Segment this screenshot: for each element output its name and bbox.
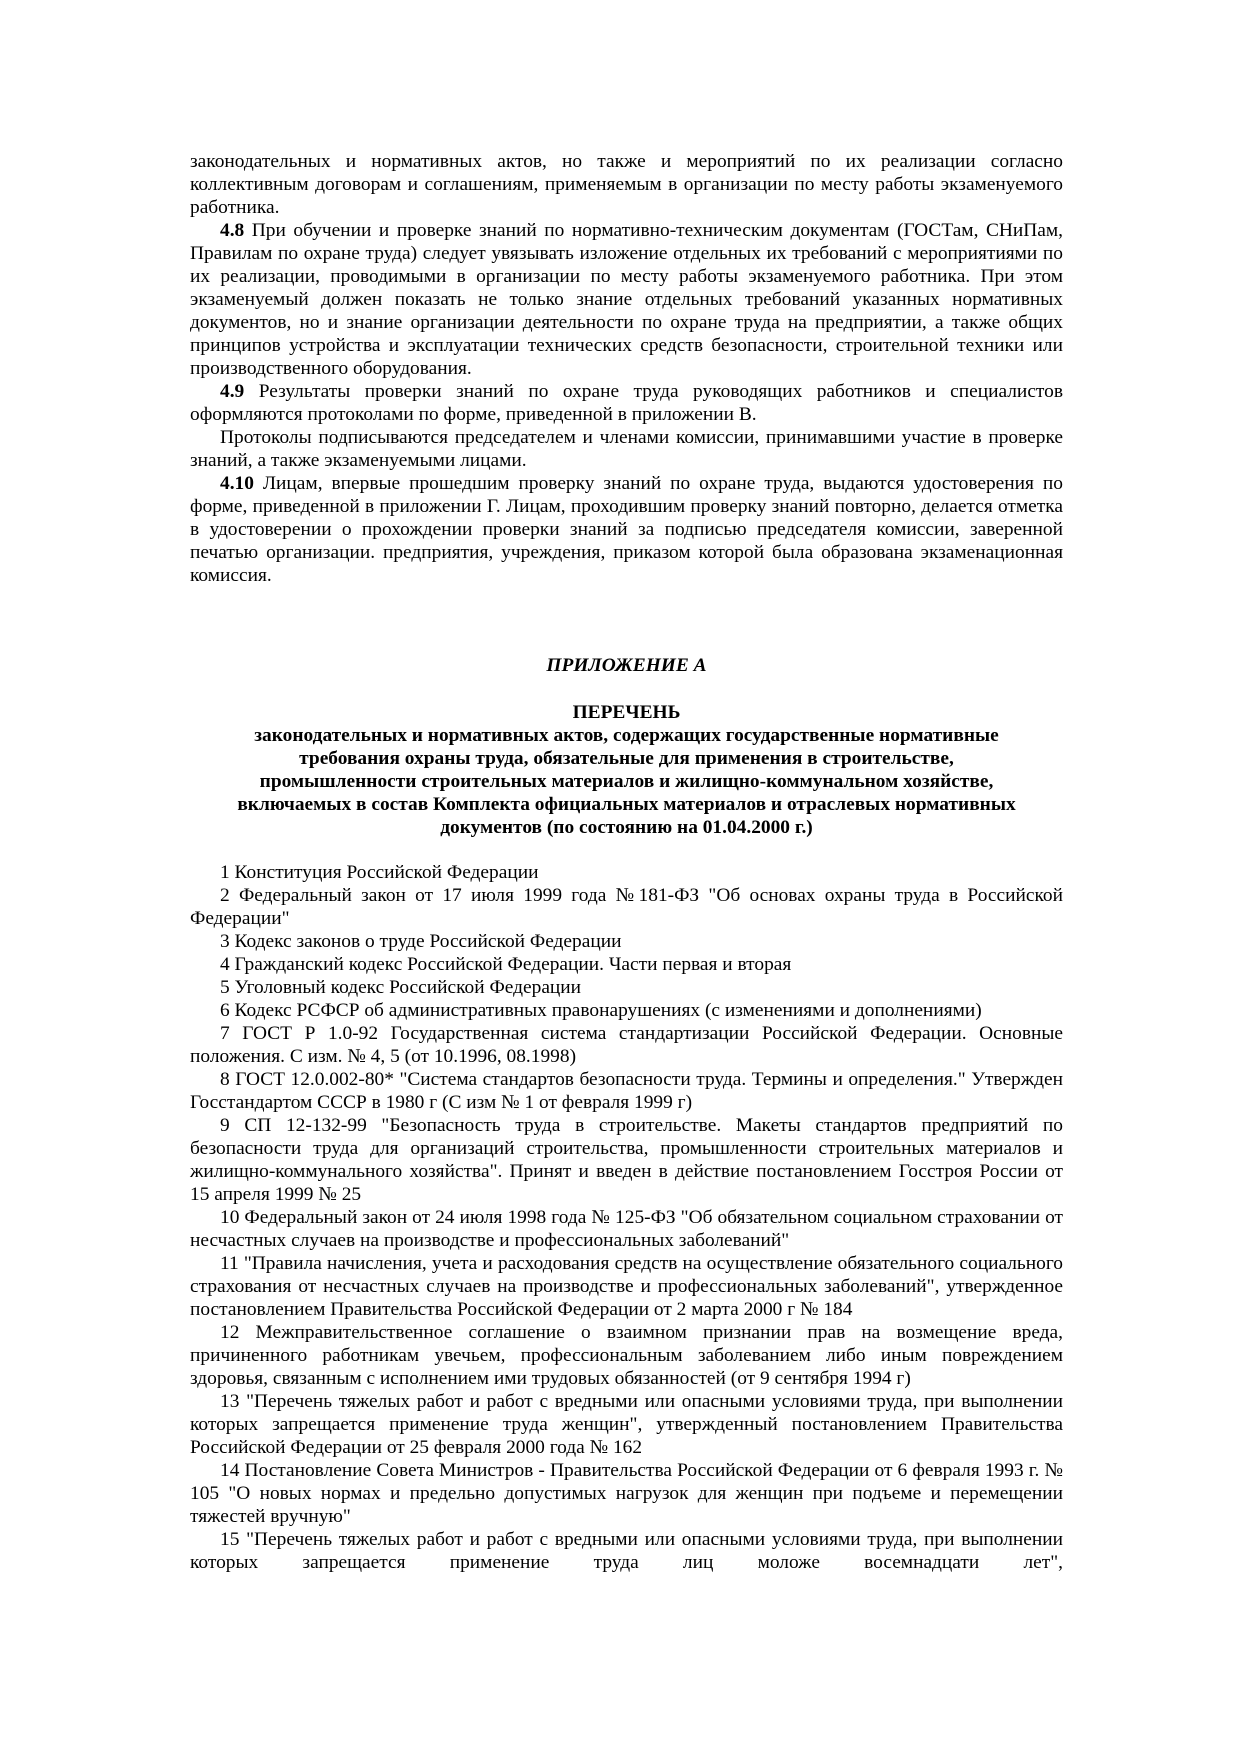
subtitle-line: включаемых в состав Комплекта официальных материалов и отраслевых нормативных (237, 794, 1016, 815)
document-page (190, 150, 1063, 1574)
paragraph-number: 4.8 (220, 220, 245, 241)
list-item: 6 Кодекс РСФСР об административных правонарушениях (с изменениями и дополнениями) (220, 1000, 982, 1021)
list-item: 4 Гражданский кодекс Российской Федерации. Части первая и вторая (220, 954, 792, 975)
list-item: 12 Межправительственное соглашение о взаимном признании прав на возмещение вреда, причиненного работникам увечьем, профессиональным заболеванием либо иным повреждением здоровья, связанным с исполнением ими трудовых обязанностей (от 9 сентября 1994 г) (190, 1322, 1063, 1389)
subtitle-line: законодательных и нормативных актов, содержащих государственные нормативные (254, 725, 999, 746)
list-item: 14 Постановление Совета Министров - Правительства Российской Федерации от 6 февраля 1993 г. № 105 "О новых нормах и предельно допустимых нагрузок для женщин при подъеме и перемещении тяжестей вручную" (190, 1460, 1063, 1527)
list-item: 3 Кодекс законов о труде Российской Федерации (220, 931, 622, 952)
list-item: 9 СП 12-132-99 "Безопасность труда в строительстве. Макеты стандартов предприятий по безопасности труда для организаций строительства, промышленности строительных материалов и жилищно-коммунального хозяйства". Принят и введен в действие постановлением Госстроя России от 15 апреля 1999 № 25 (190, 1115, 1063, 1205)
appendix-title: ПРИЛОЖЕНИЕ А (546, 655, 707, 676)
paragraph-text: Результаты проверки знаний по охране труда руководящих работников и специалистов оформляются протоколами по форме, приведенной в приложении В. (190, 381, 1063, 425)
paragraph-4-10 (190, 472, 1063, 587)
paragraph-4-9 (190, 380, 1063, 426)
paragraph-text: При обучении и проверке знаний по нормативно-техническим документам (ГОСТам, СНиПам, Правилам по охране труда) следует увязывать изложение отдельных их требований с мероприятиями по их реализации, проводимыми в организации по месту работы экзаменуемого работника. При этом экзаменуемый должен показать не только знание отдельных требований указанных нормативных документов, но и знание организации деятельности по охране труда на предприятии, а также общих принципов устройства и эксплуатации технических средств безопасности, строительной техники или производственного оборудования. (190, 220, 1063, 379)
list-item: 5 Уголовный кодекс Российской Федерации (220, 977, 582, 998)
paragraph-4-8 (190, 219, 1063, 380)
list-item: 10 Федеральный закон от 24 июля 1998 года № 125-ФЗ "Об обязательном социальном страховании от несчастных случаев на производстве и профессиональных заболеваний" (190, 1207, 1063, 1251)
list-item: 1 Конституция Российской Федерации (220, 862, 539, 883)
list-item: 15 "Перечень тяжелых работ и работ с вредными или опасными условиями труда, при выполнении которых запрещается применение труда лиц моложе восемнадцати лет", (190, 1529, 1063, 1573)
subtitle-line: документов (по состоянию на 01.04.2000 г.) (440, 817, 813, 838)
continuation-paragraph: законодательных и нормативных актов, но также и мероприятий по их реализации согласно коллективным договорам и соглашениям, применяемым в организации по месту работы экзаменуемого работника. (190, 151, 1063, 218)
list-item: 8 ГОСТ 12.0.002-80* "Система стандартов безопасности труда. Термины и определения." Утвержден Госстандартом СССР в 1980 г (С изм № 1 от февраля 1999 г) (190, 1069, 1063, 1113)
list-item: 13 "Перечень тяжелых работ и работ с вредными или опасными условиями труда, при выполнении которых запрещается применение труда женщин", утвержденный постановлением Правительства Российской Федерации от 25 февраля 2000 года № 162 (190, 1391, 1063, 1458)
list-subtitle (190, 724, 1063, 839)
protocols-paragraph: Протоколы подписываются председателем и членами комиссии, принимавшими участие в проверке знаний, а также экзаменуемыми лицами. (190, 427, 1063, 471)
list-title: ПЕРЕЧЕНЬ (572, 702, 681, 723)
subtitle-line: промышленности строительных материалов и жилищно-коммунальном хозяйстве, (259, 771, 994, 792)
legal-acts-list (190, 861, 1063, 1574)
paragraph-number: 4.9 (220, 381, 245, 402)
paragraph-number: 4.10 (220, 473, 254, 494)
list-item: 7 ГОСТ Р 1.0-92 Государственная система стандартизации Российской Федерации. Основные положения. С изм. № 4, 5 (от 10.1996, 08.1998) (190, 1023, 1063, 1067)
subtitle-line: требования охраны труда, обязательные для применения в строительстве, (299, 748, 954, 769)
list-item: 11 "Правила начисления, учета и расходования средств на осуществление обязательного социального страхования от несчастных случаев на производстве и профессиональных заболеваний", утвержденное постановлением Правительства Российской Федерации от 2 марта 2000 г № 184 (190, 1253, 1063, 1320)
paragraph-text: Лицам, впервые прошедшим проверку знаний по охране труда, выдаются удостоверения по форме, приведенной в приложении Г. Лицам, проходившим проверку знаний повторно, делается отметка в удостоверении о прохождении проверки знаний за подписью председателя комиссии, заверенной печатью организации. предприятия, учреждения, приказом которой была образована экзаменационная комиссия. (190, 473, 1063, 586)
list-item: 2 Федеральный закон от 17 июля 1999 года №181-ФЗ "Об основах охраны труда в Российской Федерации" (190, 885, 1063, 929)
